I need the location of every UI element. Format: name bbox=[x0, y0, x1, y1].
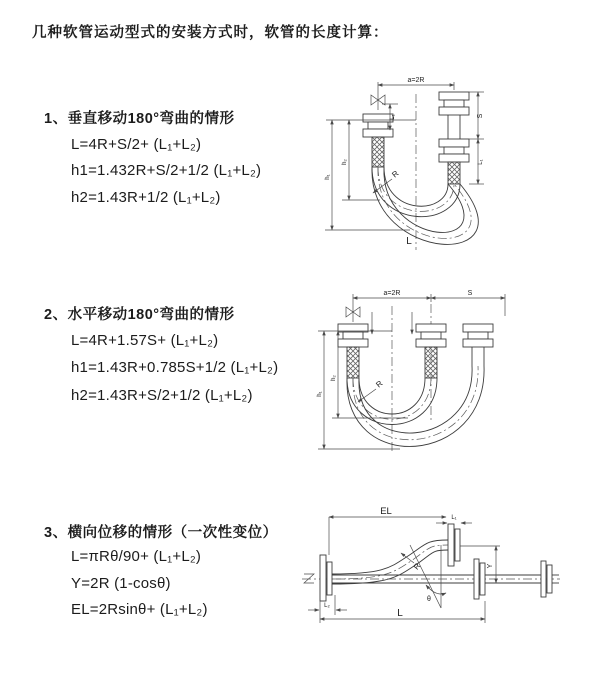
top-flange-displaced bbox=[448, 524, 460, 566]
dim-l2-label: L₂ bbox=[324, 603, 330, 609]
section-3-heading: 3、横向位移的情形（一次性变位） bbox=[44, 525, 278, 541]
dim-s bbox=[469, 92, 484, 139]
radius-label: R bbox=[390, 168, 401, 180]
radius-label: R bbox=[374, 378, 385, 390]
dim-s-label: S bbox=[477, 113, 484, 119]
right-upper-flange bbox=[439, 92, 469, 115]
right-pipe bbox=[448, 115, 460, 139]
dim-y-label: Y bbox=[487, 563, 494, 569]
length-label: L bbox=[406, 236, 412, 247]
dim-h1-label: h₁ bbox=[325, 174, 331, 180]
dim-h2-label: h₂ bbox=[342, 159, 348, 165]
dim-length bbox=[320, 601, 485, 623]
middle-braid-section bbox=[425, 347, 437, 378]
dim-h1-label: h₁ bbox=[317, 391, 323, 397]
left-braid-section bbox=[347, 347, 359, 378]
right-pipe bbox=[472, 347, 484, 366]
hose-curves bbox=[347, 366, 484, 446]
section-1-formula-h1: h1=1.432R+S/2+1/2 (L₁+L₂) bbox=[71, 162, 262, 179]
break-symbol bbox=[304, 574, 314, 583]
dim-el bbox=[329, 506, 446, 555]
section-1-formula-h2: h2=1.43R+1/2 (L₁+L₂) bbox=[71, 189, 221, 206]
dim-l1-label: L₁ bbox=[451, 515, 457, 521]
diagram-1-vertical-bend bbox=[312, 72, 552, 262]
left-braid-section bbox=[372, 137, 384, 167]
right-braid-section bbox=[448, 162, 460, 184]
section-3-formula-EL: EL=2Rsinθ+ (L₁+L₂) bbox=[71, 601, 208, 618]
page-title: 几种软管运动型式的安装方式时，软管的长度计算： bbox=[32, 25, 389, 41]
middle-flange bbox=[416, 324, 446, 347]
section-1-formula-L: L=4R+S/2+ (L₁+L₂) bbox=[71, 136, 202, 153]
dim-s-label: S bbox=[467, 290, 473, 297]
section-3-formula-L: L=πRθ/90+ (L₁+L₂) bbox=[71, 548, 202, 565]
left-flange bbox=[320, 555, 332, 601]
dim-l1-right bbox=[469, 139, 484, 184]
dim-span-a2r bbox=[353, 290, 505, 322]
dim-span-label: a=2R bbox=[407, 77, 425, 84]
diagram-3-lateral-displacement bbox=[298, 505, 598, 645]
dim-span-label: a=2R bbox=[383, 290, 401, 297]
right-lower-flange bbox=[439, 139, 469, 162]
diagram-2-horizontal-bend bbox=[308, 286, 558, 461]
section-1-heading: 1、垂直移动180°弯曲的情形 bbox=[44, 111, 235, 127]
dim-l1 bbox=[436, 515, 472, 523]
dim-l1-right-label: L₁ bbox=[478, 159, 484, 165]
hose-s-curve bbox=[332, 540, 448, 584]
section-2-formula-L: L=4R+1.57S+ (L₁+L₂) bbox=[71, 332, 219, 349]
angle-label: θ bbox=[427, 596, 431, 603]
hose-curves bbox=[372, 167, 478, 244]
length-label: L bbox=[397, 608, 403, 619]
right-flange-moved-position bbox=[463, 324, 493, 347]
section-2-formula-h2: h2=1.43R+S/2+1/2 (L₁+L₂) bbox=[71, 387, 253, 404]
section-3-formula-Y: Y=2R (1-cosθ) bbox=[71, 575, 171, 592]
radius-leader bbox=[358, 379, 385, 402]
radius-label: R bbox=[411, 561, 423, 572]
dim-el-label: EL bbox=[380, 506, 392, 517]
left-flange bbox=[363, 114, 393, 137]
section-2-heading: 2、水平移动180°弯曲的情形 bbox=[44, 307, 235, 323]
dim-h2-label: h₂ bbox=[331, 375, 337, 381]
dim-l2 bbox=[308, 595, 347, 615]
angle-construction bbox=[410, 545, 446, 608]
section-2-formula-h1: h1=1.43R+0.785S+1/2 (L₁+L₂) bbox=[71, 359, 279, 376]
dim-l1-left-label: L₁ bbox=[390, 114, 396, 120]
left-flange bbox=[338, 324, 368, 347]
